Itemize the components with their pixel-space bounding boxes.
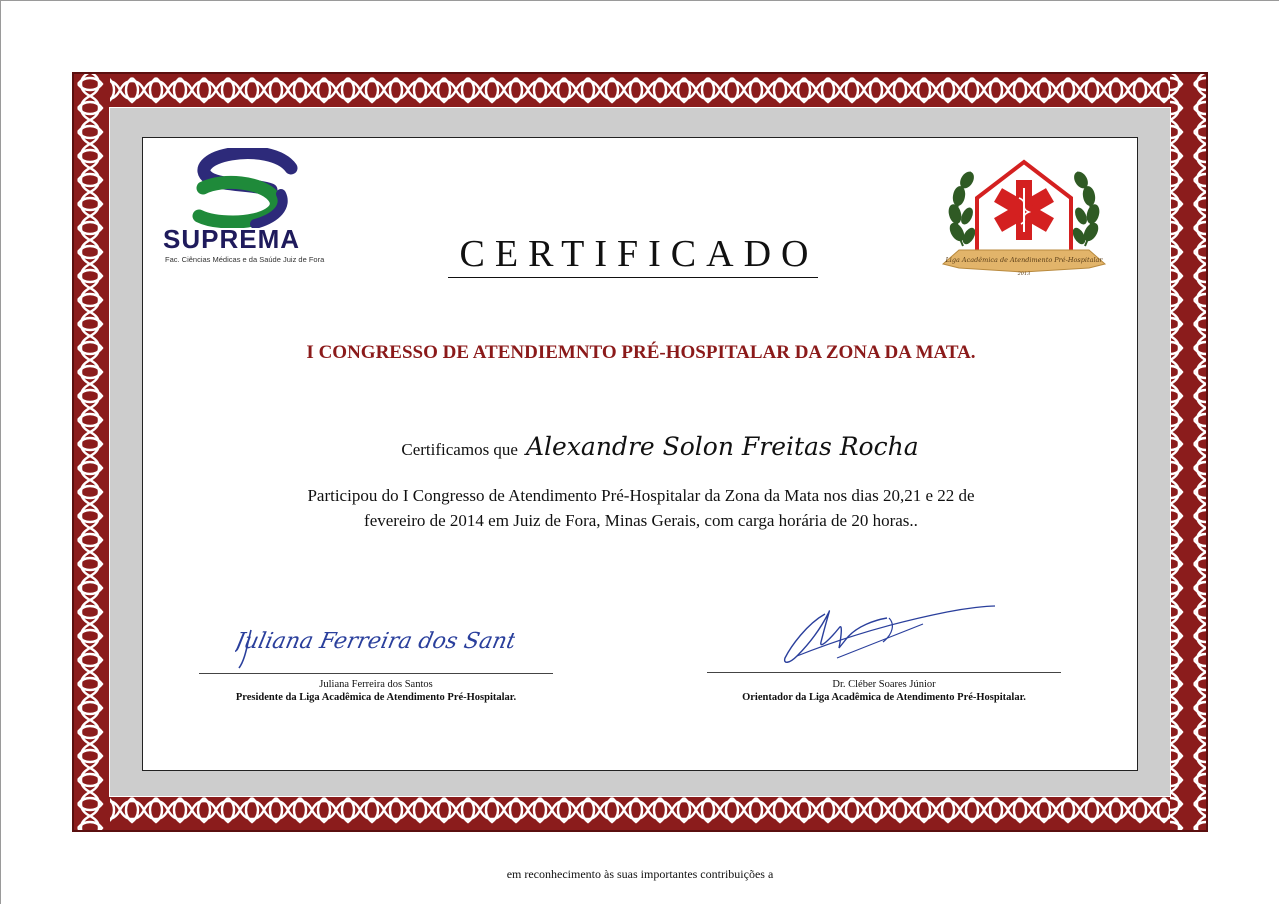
- body-line-2: fevereiro de 2014 em Juiz de Fora, Minas Gerais, com carga horária de 20 horas..: [364, 511, 918, 530]
- signature-block-left: [199, 679, 553, 703]
- event-heading: I CONGRESSO DE ATENDIEMNTO PRÉ-HOSPITALAR DA ZONA DA MATA.: [306, 342, 976, 363]
- certificate-card: [142, 137, 1138, 771]
- signatory-role-right: Orientador da Liga Acadêmica de Atendimento Pré-Hospitalar.: [742, 692, 1026, 703]
- signatory-name-right: Dr. Cléber Soares Júnior: [832, 679, 936, 690]
- certificate-title: CERTIFICADO: [448, 232, 819, 278]
- liga-ribbon-text: Liga Acadêmica de Atendimento Pré-Hospitalar: [945, 256, 1103, 264]
- suprema-subtitle: Fac. Ciências Médicas e da Saúde Juiz de Fora: [165, 255, 325, 264]
- certificate-body: [203, 483, 1079, 533]
- signature-cleber: [777, 598, 1007, 672]
- signature-line-left: [199, 673, 553, 674]
- certificate-title-wrap: [143, 232, 1123, 278]
- signature-block-right: [707, 679, 1061, 703]
- suprema-wordmark: SUPREMA: [163, 224, 301, 254]
- certify-line: [143, 432, 1177, 461]
- footer-note: em reconhecimento às suas importantes contribuições a: [506, 867, 774, 881]
- suprema-s-emblem-icon: [163, 148, 333, 228]
- recipient-name: Alexandre Solon Freitas Rocha: [525, 432, 919, 461]
- signature-handwriting: Juliana Ferreira dos Santos: [235, 628, 515, 654]
- body-line-1: Participou do I Congresso de Atendimento Pré-Hospitalar da Zona da Mata nos dias 20,21 e 22 de: [307, 486, 975, 505]
- signatory-role-left: Presidente da Liga Acadêmica de Atendimento Pré-Hospitalar.: [235, 692, 517, 703]
- signature-juliana: [235, 616, 515, 672]
- certify-lead: Certificamos que: [401, 440, 518, 459]
- liga-year: 2013: [1017, 271, 1031, 277]
- signatory-name-left: Juliana Ferreira dos Santos: [319, 679, 433, 690]
- signature-line-right: [707, 672, 1061, 673]
